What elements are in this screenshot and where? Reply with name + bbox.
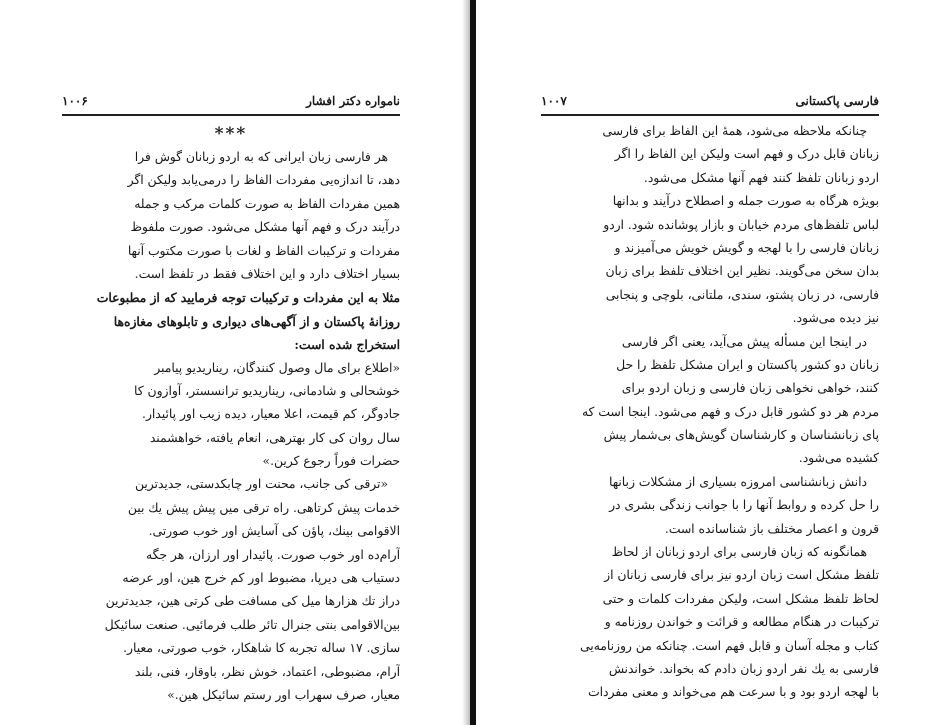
text-line: دانش زبانشناسی امروزه بسیاری از مشکلات زبانها	[608, 474, 867, 489]
text-line: پای زبانشناسان و کارشناسان گویش‌های بی‌شمار پیش	[603, 428, 879, 443]
right-page-number: ۱۰۰۷	[541, 94, 567, 108]
text-line: فارسی، در زبان پشتو، سندی، ملتانی، بلوچی و پنجابی	[605, 287, 879, 302]
gutter-shadow	[462, 0, 470, 725]
left-page-running-title: نامواره دکتر افشار	[306, 94, 400, 108]
text-line: فارسی به یك نفر اردو زبان دادم که بخواند. خواندنش	[608, 661, 879, 676]
text-line: در اینجا این مسأله پیش می‌آید، یعنی اگر فارسی	[621, 334, 867, 349]
text-line: زبانان فارسی را با لهجه و گویش خویش می‌آمیزند و	[614, 240, 879, 255]
text-line: نیز دیده می‌شود.	[792, 311, 879, 326]
text-line: معیار، صرف سهراب اور رستم سائیکل هین.»	[167, 687, 400, 702]
text-line: بدان سخن می‌گویند. نظیر این اختلاف تلفظ برای زبان	[605, 264, 879, 279]
text-line: درآیند درک و فهم آنها مشکل می‌شود. صورت ملفوظ	[130, 220, 400, 235]
text-line: قرون و اعصار مختلف باز شناسانده است.	[664, 521, 879, 536]
text-line: استخراج شده است:	[294, 337, 400, 353]
right-page-header	[541, 91, 879, 111]
text-line: همین مفردات الفاظ به صورت کلمات مرکب و جمله	[134, 196, 400, 211]
text-line: مثلا به این مفردات و ترکیبات توجه فرمایید که از مطبوعات	[96, 290, 400, 306]
text-line: روزانهٔ پاکستان و از آگهی‌های دیواری و تابلوهای مغازه‌ها	[113, 313, 400, 329]
section-separator: ***	[214, 124, 248, 144]
left-page-number: ۱۰۰۶	[62, 94, 88, 108]
right-page	[476, 0, 947, 725]
text-line: کتاب و مجله آسان و قابل فهم است. چنانکه من روزنامه‌یی	[580, 638, 879, 653]
text-line: مفردات و ترکیبات الفاظ و لغات با صورت مکتوب آنها	[127, 243, 400, 258]
text-line: مردم هر دو کشور قابل درک و فهم می‌شود. اینجا است که	[581, 404, 879, 419]
left-page-body-text	[62, 146, 400, 707]
text-line: خدمات پیش کرتاهی. راه ترقی میں پیش پیش یك بین‌	[127, 500, 400, 515]
text-line: ترکیبات در هنگام مطالعه و قرائت و خواندن روزنامه و	[604, 615, 879, 630]
text-line: سازی. ۱۷ ساله تجربه کا شاهکار، خوب صورتی، معیار.	[123, 641, 400, 656]
text-line: کنند، خواهی نخواهی زبان فارسی و زبان اردو برای	[621, 381, 879, 396]
text-line: دستیاب هی دیرپا، مضبوط اور کم خرج هین، اور عرضه	[122, 571, 400, 586]
right-header-rule	[541, 114, 879, 116]
text-line: چنانکه ملاحظه می‌شود، همهٔ این الفاظ برای فارسی	[602, 124, 867, 138]
text-line: بسیار اختلاف دارد و این اختلاف فقط در تلفظ است.	[134, 266, 400, 281]
text-line: تلفظ مشکل است زبان اردو نیز برای فارسی زبانان از	[604, 568, 879, 583]
text-line: بویژه هرگاه به صورت جمله و اصطلاح درآیند و بدانها	[612, 194, 879, 209]
text-line: سال روان کی کار بهترهی، انعام یافته، خواهشمند	[149, 430, 400, 445]
left-page-header	[62, 91, 400, 111]
text-line: خوشحالی و شادمانی، ریناریدیو ترانسستر، آوازون کا	[134, 383, 400, 398]
text-line: زبانان دو کشور پاکستان و ایران مشکل تلفظ را حل	[616, 357, 879, 372]
text-line: دهد، تا اندازه‌یی مفردات الفاظ را درمی‌یابد ولیکن اگر	[127, 173, 400, 188]
text-line: لباس تلفظ‌های مردم خیابان و بازار پوشانده شود. اردو	[603, 217, 879, 232]
text-line: کشیده می‌شود.	[798, 451, 879, 466]
left-page	[0, 0, 470, 725]
text-line: حضرات فوراً رجوع کرین.»	[262, 454, 400, 469]
text-line: همانگونه که زبان فارسی برای اردو زبانان از لحاظ	[611, 545, 867, 560]
text-line: بین‌الاقوامی بنتی جنرال تائر طلب فرمائیی. صنعت سائیکل	[104, 617, 400, 632]
text-line: جادوگر، کم قیمت، اعلا معیار، دیده زیب اور پائیدار.	[142, 407, 400, 422]
text-line: زبانان قابل درک و فهم است ولیکن این الفاظ را اگر	[614, 147, 879, 162]
text-line: «ترقی کی جانب، محنت اور چابکدستی، جدیدترین	[134, 477, 388, 492]
text-line: آرام‌ده اور خوب صورت. پائیدار اور ارزان، هر جگه	[146, 547, 400, 562]
text-line: دراز تك هزارها میل کی مسافت طی کرتی هین، جدیدترین	[105, 594, 400, 609]
text-line: آرام، مضبوطی، اعتماد، خوش نظر، باوقار، فنی، بلند	[134, 664, 400, 679]
right-page-running-title: فارسی پاکستانی	[795, 94, 879, 108]
text-line: الاقوامی بینك، پاؤن کی آسایش اور خوب صورتی.	[148, 524, 400, 539]
left-header-rule	[62, 114, 400, 116]
right-page-body-text	[541, 120, 879, 705]
text-line: را حل کرده و روابط آنها را با جوانب زندگی بشری در	[609, 498, 879, 513]
text-line: لحاظ تلفظ مشکل است، ولیکن مفردات کلمات و حتی	[602, 591, 879, 606]
text-line: «اطلاع برای مال وصول کنندگان، ریناریدیو پیامبر	[154, 360, 400, 375]
text-line: با لهجه اردو بود و با سرعت هم می‌خواند و معنی مفردات	[588, 685, 879, 700]
text-line: هر فارسی زبان ایرانی که به اردو زبانان گوش فرا	[134, 150, 388, 164]
text-line: اردو زبانان تلفظ کنند فهم آنها مشکل می‌شود.	[643, 170, 879, 185]
